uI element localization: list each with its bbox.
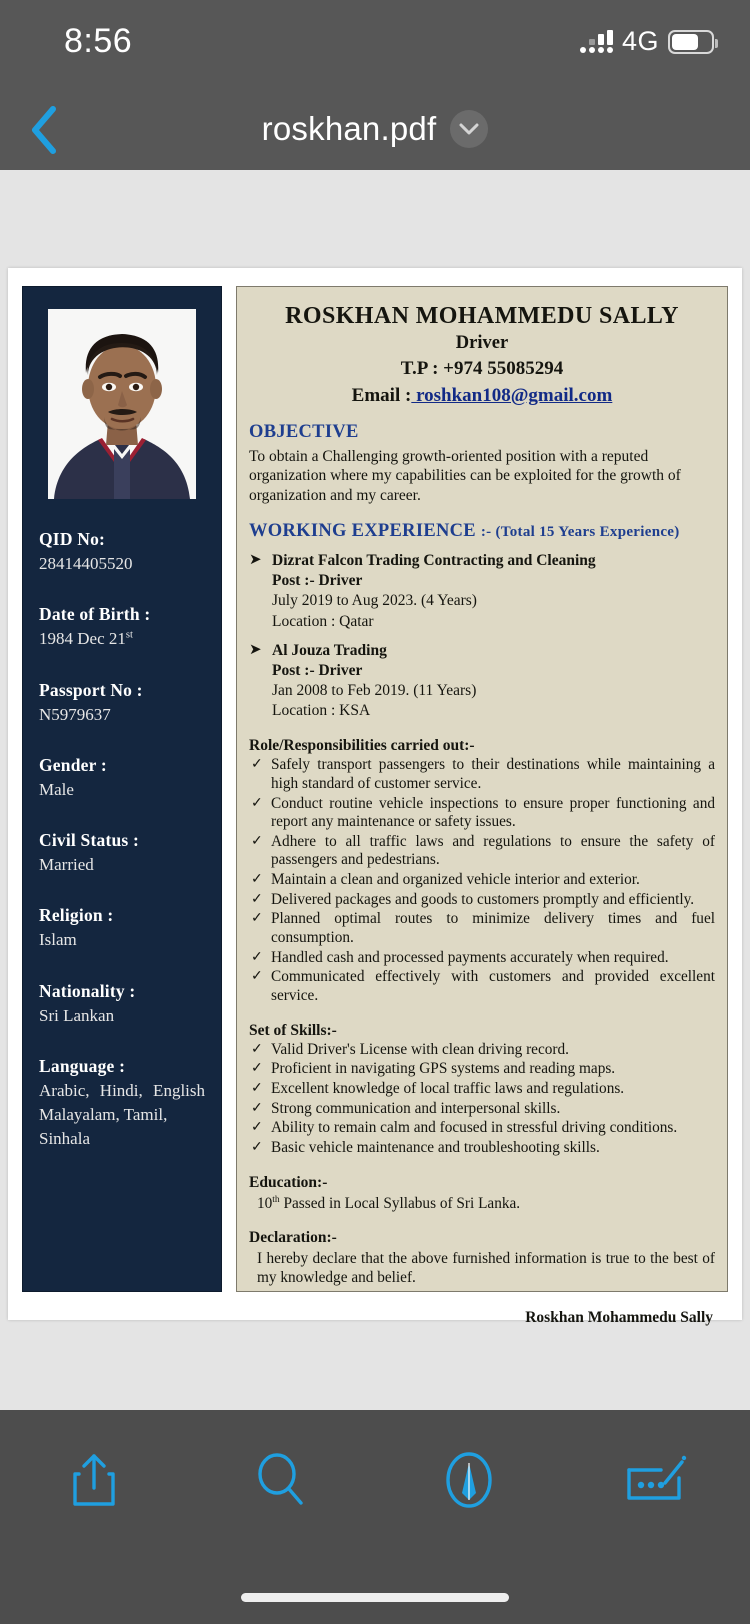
chevron-down-icon[interactable]	[450, 110, 488, 148]
sidebar-field-gender	[39, 755, 205, 800]
sidebar-field-dob	[39, 604, 205, 649]
bottom-toolbar	[0, 1410, 750, 1624]
email-link[interactable]: roshkan108@gmail.com	[411, 384, 613, 406]
experience-entry	[249, 551, 715, 632]
annotate-button[interactable]	[563, 1432, 750, 1532]
status-time: 8:56	[64, 22, 133, 60]
sidebar-field-nationality	[39, 981, 205, 1026]
field-label: Civil Status :	[39, 830, 140, 850]
list-item: ✓ Basic vehicle maintenance and troubleshooting skills.	[249, 1139, 715, 1158]
back-button[interactable]	[18, 102, 70, 158]
list-item: ✓ Proficient in navigating GPS systems and reading maps.	[249, 1060, 715, 1079]
skills-list	[249, 1041, 715, 1158]
email-row	[249, 385, 715, 407]
signal-bars-icon	[580, 31, 613, 53]
company-name: Dizrat Falcon Trading Contracting and Cleaning	[272, 552, 596, 570]
nav-bar	[0, 88, 750, 170]
field-value-line-3: Sinhala	[39, 1129, 90, 1149]
job-role: Driver	[455, 332, 509, 353]
avatar	[48, 309, 196, 499]
field-label: Nationality :	[39, 980, 136, 1001]
markup-pen-icon	[444, 1451, 494, 1514]
search-button[interactable]	[188, 1432, 376, 1532]
resume-sidebar	[22, 286, 222, 1292]
sidebar-field-language	[39, 1056, 205, 1150]
signature-name: Roskhan Mohammedu Sally	[525, 1309, 713, 1326]
resume-main	[236, 286, 728, 1326]
section-heading-experience: WORKING EXPERIENCE :- (Total 15 Years Experience)	[249, 521, 680, 542]
field-value: N5979637	[39, 704, 111, 724]
education-value: 10th Passed in Local Syllabus of Sri Lanka.	[257, 1194, 521, 1212]
section-heading-declaration: Declaration:-	[249, 1228, 337, 1246]
field-label: Language :	[39, 1055, 126, 1076]
list-item: ✓ Ability to remain calm and focused in stressful driving conditions.	[249, 1119, 715, 1138]
list-item: ✓ Planned optimal routes to minimize delivery times and fuel consumption.	[249, 910, 715, 947]
pdf-scroll-area[interactable]	[0, 170, 750, 1410]
declaration-text: I hereby declare that the above furnished information is true to the best of my knowledge and belief.	[257, 1249, 715, 1286]
sidebar-field-qid	[39, 529, 205, 574]
field-value: Male	[39, 779, 74, 799]
list-item: ✓ Delivered packages and goods to customers promptly and efficiently.	[249, 891, 715, 910]
share-button[interactable]	[0, 1432, 188, 1532]
passport-photo	[48, 309, 196, 499]
field-value: Married	[39, 855, 94, 874]
share-icon	[71, 1452, 117, 1513]
list-item: ✓ Valid Driver's License with clean driving record.	[249, 1041, 715, 1060]
phone-number: T.P : +974 55085294	[400, 357, 564, 379]
status-bar	[0, 0, 750, 88]
search-icon	[256, 1453, 306, 1512]
field-value: Islam	[39, 930, 77, 950]
markup-pen-button[interactable]	[375, 1432, 563, 1532]
arrow-bullet-icon: ➤	[249, 552, 262, 569]
job-post: Post :- Driver	[272, 661, 363, 679]
field-label: Religion :	[39, 905, 114, 926]
company-name: Al Jouza Trading	[272, 641, 387, 659]
email-label: Email :	[351, 384, 412, 406]
field-label: Passport No :	[39, 679, 143, 700]
experience-subheading: :- (Total 15 Years Experience)	[480, 524, 680, 541]
battery-icon	[668, 30, 714, 54]
network-type-label: 4G	[621, 26, 659, 56]
job-post: Post :- Driver	[272, 572, 363, 590]
sidebar-field-passport	[39, 680, 205, 725]
list-item: ✓ Conduct routine vehicle inspections to ensure proper functioning and report any maintenance or safety issues.	[249, 795, 715, 832]
job-dates: Jan 2008 to Feb 2019. (11 Years)	[272, 681, 477, 699]
job-dates: July 2019 to Aug 2023. (4 Years)	[272, 592, 477, 610]
home-indicator[interactable]	[241, 1593, 509, 1602]
page-title: ROSKHAN MOHAMMEDU SALLY	[285, 303, 679, 329]
field-value: 1984 Dec 21st	[39, 629, 133, 649]
list-item: ✓ Excellent knowledge of local traffic laws and regulations.	[249, 1080, 715, 1099]
field-label: Gender :	[39, 754, 107, 775]
experience-entry	[249, 641, 715, 722]
section-heading-skills: Set of Skills:-	[249, 1021, 337, 1039]
job-location: Location : Qatar	[272, 612, 374, 630]
field-value: Sri Lankan	[39, 1005, 115, 1025]
document-title: roskhan.pdf	[261, 110, 437, 147]
sidebar-field-religion	[39, 905, 205, 950]
list-item: ✓ Safely transport passengers to their destinations while maintaining a high standard of customer service.	[249, 756, 715, 793]
section-heading-education: Education:-	[249, 1173, 328, 1191]
list-item: ✓ Maintain a clean and organized vehicle interior and exterior.	[249, 871, 715, 890]
section-heading-objective: OBJECTIVE	[249, 421, 359, 442]
field-label: QID No:	[39, 529, 106, 549]
annotate-icon	[625, 1452, 687, 1513]
section-heading-responsibilities: Role/Responsibilities carried out:-	[249, 737, 475, 755]
job-location: Location : KSA	[272, 702, 371, 720]
list-item: ✓ Strong communication and interpersonal skills.	[249, 1100, 715, 1119]
field-label: Date of Birth :	[39, 604, 151, 625]
list-item: ✓ Adhere to all traffic laws and regulations to ensure the safety of passengers and pedestrians.	[249, 833, 715, 870]
field-value-line-1: Arabic, Hindi, English	[39, 1080, 205, 1100]
pdf-page	[8, 268, 742, 1326]
nav-title-group	[0, 88, 750, 170]
status-indicators	[580, 26, 714, 57]
ordinal-suffix: th	[272, 1194, 280, 1205]
ordinal-suffix: st	[125, 629, 133, 641]
arrow-bullet-icon: ➤	[249, 641, 262, 658]
field-value: 28414405520	[39, 554, 133, 573]
objective-text: To obtain a Challenging growth-oriented position with a reputed organization where my capabilities can be exploited for the growth of organization and my career.	[249, 447, 681, 505]
list-item: ✓ Communicated effectively with customers and provided excellent service.	[249, 968, 715, 1005]
field-value-line-2: Malayalam, Tamil,	[39, 1105, 168, 1124]
responsibilities-list	[249, 756, 715, 1006]
list-item: ✓ Handled cash and processed payments accurately when required.	[249, 949, 715, 968]
sidebar-field-civil-status	[39, 830, 205, 875]
